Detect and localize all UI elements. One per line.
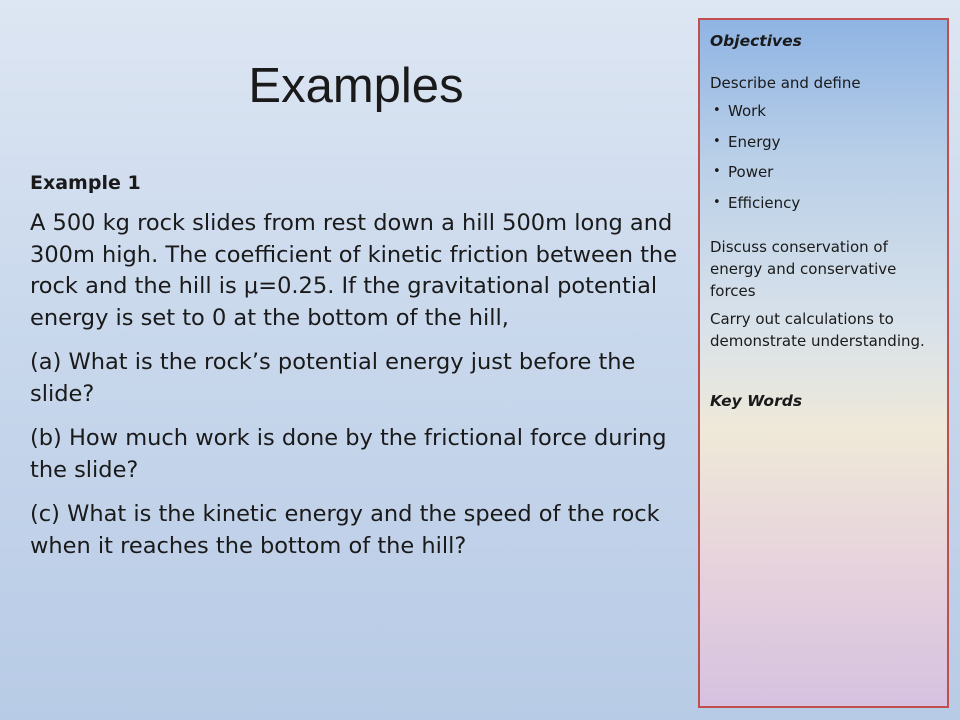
key-words-heading: Key Words: [710, 391, 803, 410]
list-item: [710, 100, 939, 122]
example-content: [30, 172, 690, 575]
question-a: (a) What is the rock’s potential energy just before the slide?: [30, 349, 636, 407]
objective-power: Power: [728, 163, 774, 181]
problem-statement: A 500 kg rock slides from rest down a hill 500m long and 300m high. The coefficient of kinetic friction between the rock and the hill is μ=0.25. If the gravitational potential energy is set to 0 at the bottom of the hill,: [30, 210, 678, 331]
list-item: [710, 131, 939, 153]
objectives-heading: Objectives: [710, 32, 802, 50]
bullet-icon: •: [713, 133, 721, 149]
objective-energy: Energy: [728, 132, 781, 151]
question-c: (c) What is the kinetic energy and the speed of the rock when it reaches the bottom of the hill?: [30, 501, 660, 559]
list-item: [710, 161, 939, 183]
slide-title: Examples: [248, 59, 464, 113]
objectives-intro: Describe and define: [710, 74, 861, 92]
objective-efficiency: Efficiency: [728, 193, 801, 212]
example-heading: Example 1: [30, 172, 141, 194]
objectives-conservation: Discuss conservation of energy and conservative forces: [710, 237, 897, 300]
bullet-icon: •: [713, 194, 721, 210]
objectives-panel: [698, 18, 949, 708]
objectives-list: [710, 100, 939, 214]
question-b: (b) How much work is done by the frictional force during the slide?: [30, 425, 667, 483]
objectives-calculations: Carry out calculations to demonstrate understanding.: [710, 309, 925, 350]
objective-work: Work: [728, 102, 766, 120]
list-item: [710, 192, 939, 214]
bullet-icon: •: [713, 164, 721, 179]
bullet-icon: •: [713, 103, 721, 118]
